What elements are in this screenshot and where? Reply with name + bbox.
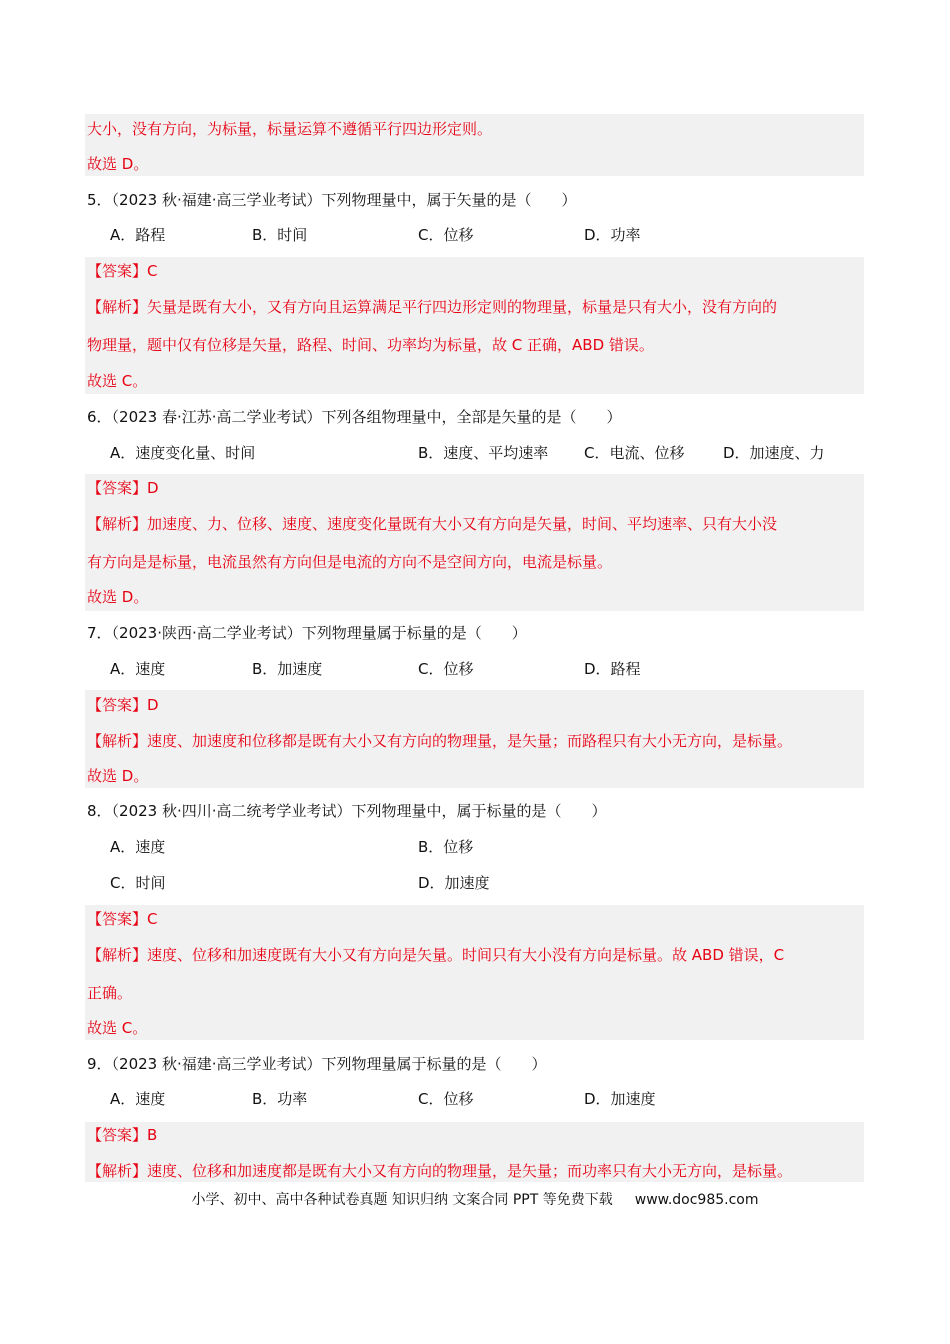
- question-8-answer: 【答案】C: [87, 910, 158, 928]
- question-6-conclusion: 故选 D。: [87, 588, 149, 606]
- question-7-option-d: D．路程: [584, 660, 641, 678]
- page-footer: [0, 1189, 950, 1209]
- question-6-option-d: D．加速度、力: [723, 444, 825, 462]
- question-6-answer: 【答案】D: [87, 479, 159, 497]
- analysis-label: 【解析】: [87, 732, 148, 750]
- footer-text: 小学、初中、高中各种试卷真题 知识归纳 文案合同 PPT 等免费下载: [191, 1192, 613, 1208]
- question-9-analysis-1: [87, 1160, 792, 1182]
- question-7-option-c: C．位移: [418, 660, 474, 678]
- question-9-stem: 9．（2023 秋·福建·高三学业考试）下列物理量属于标量的是（ ）: [87, 1055, 547, 1073]
- answer-block-q6: [85, 474, 864, 611]
- analysis-label: 【解析】: [87, 515, 148, 533]
- question-8-analysis-1: [87, 944, 784, 966]
- question-5-analysis-1: [87, 296, 777, 318]
- analysis-label: 【解析】: [87, 1162, 148, 1180]
- question-9-answer: 【答案】B: [87, 1126, 158, 1144]
- question-5-option-b: B．时间: [252, 226, 308, 244]
- question-9-option-c: C．位移: [418, 1090, 474, 1108]
- question-5-option-c: C．位移: [418, 226, 474, 244]
- question-6-option-b: B．速度、平均速率: [418, 444, 549, 462]
- analysis-text: 速度、位移和加速度都是既有大小又有方向的物理量，是矢量；而功率只有大小无方向，是标量。: [147, 1162, 793, 1180]
- prev-analysis-line: 大小，没有方向，为标量，标量运算不遵循平行四边形定则。: [87, 120, 493, 138]
- question-6-option-c: C．电流、位移: [584, 444, 685, 462]
- question-7-conclusion: 故选 D。: [87, 767, 149, 785]
- question-8-stem: 8．（2023 秋·四川·高二统考学业考试）下列物理量中，属于标量的是（ ）: [87, 802, 607, 820]
- question-6-option-a: A．速度变化量、时间: [110, 444, 256, 462]
- answer-block-q5: [85, 257, 864, 394]
- question-9-option-d: D．加速度: [584, 1090, 656, 1108]
- analysis-text: 速度、加速度和位移都是既有大小又有方向的物理量，是矢量；而路程只有大小无方向，是标量。: [147, 732, 793, 750]
- analysis-label: 【解析】: [87, 946, 148, 964]
- prev-conclusion: 故选 D。: [87, 155, 149, 173]
- question-6-analysis-1: [87, 513, 777, 535]
- question-5-stem: 5．（2023 秋·福建·高三学业考试）下列物理量中，属于矢量的是（ ）: [87, 191, 577, 209]
- question-8-option-d: D．加速度: [418, 874, 490, 892]
- analysis-text: 加速度、力、位移、速度、速度变化量既有大小又有方向是矢量，时间、平均速率、只有大小没: [147, 515, 778, 533]
- question-8-option-c: C．时间: [110, 874, 166, 892]
- analysis-label: 【解析】: [87, 298, 148, 316]
- analysis-text: 速度、位移和加速度既有大小又有方向是矢量。时间只有大小没有方向是标量。故 ABD 错误，C: [147, 946, 785, 964]
- question-5-option-d: D．功率: [584, 226, 641, 244]
- question-7-stem: 7．（2023·陕西·高二学业考试）下列物理量属于标量的是（ ）: [87, 624, 527, 642]
- question-6-stem: 6．（2023 春·江苏·高二学业考试）下列各组物理量中，全部是矢量的是（ ）: [87, 408, 622, 426]
- question-8-analysis-2: 正确。: [87, 984, 133, 1002]
- question-8-option-a: A．速度: [110, 838, 166, 856]
- question-7-analysis-1: [87, 730, 792, 752]
- analysis-text: 矢量是既有大小，又有方向且运算满足平行四边形定则的物理量，标量是只有大小，没有方向的: [147, 298, 778, 316]
- footer-site-link[interactable]: www.doc985.com: [634, 1192, 759, 1208]
- question-7-option-a: A．速度: [110, 660, 166, 678]
- question-6-analysis-2: 有方向是是标量，电流虽然有方向但是电流的方向不是空间方向，电流是标量。: [87, 553, 613, 571]
- question-7-answer: 【答案】D: [87, 696, 159, 714]
- question-7-option-b: B．加速度: [252, 660, 323, 678]
- question-9-option-a: A．速度: [110, 1090, 166, 1108]
- question-5-conclusion: 故选 C。: [87, 372, 148, 390]
- question-5-option-a: A．路程: [110, 226, 166, 244]
- answer-block-q8: [85, 905, 864, 1040]
- question-5-analysis-2: 物理量，题中仅有位移是矢量，路程、时间、功率均为标量，故 C 正确，ABD 错误。: [87, 336, 654, 354]
- question-5-answer: 【答案】C: [87, 262, 158, 280]
- question-9-option-b: B．功率: [252, 1090, 308, 1108]
- question-8-conclusion: 故选 C。: [87, 1019, 148, 1037]
- question-8-option-b: B．位移: [418, 838, 474, 856]
